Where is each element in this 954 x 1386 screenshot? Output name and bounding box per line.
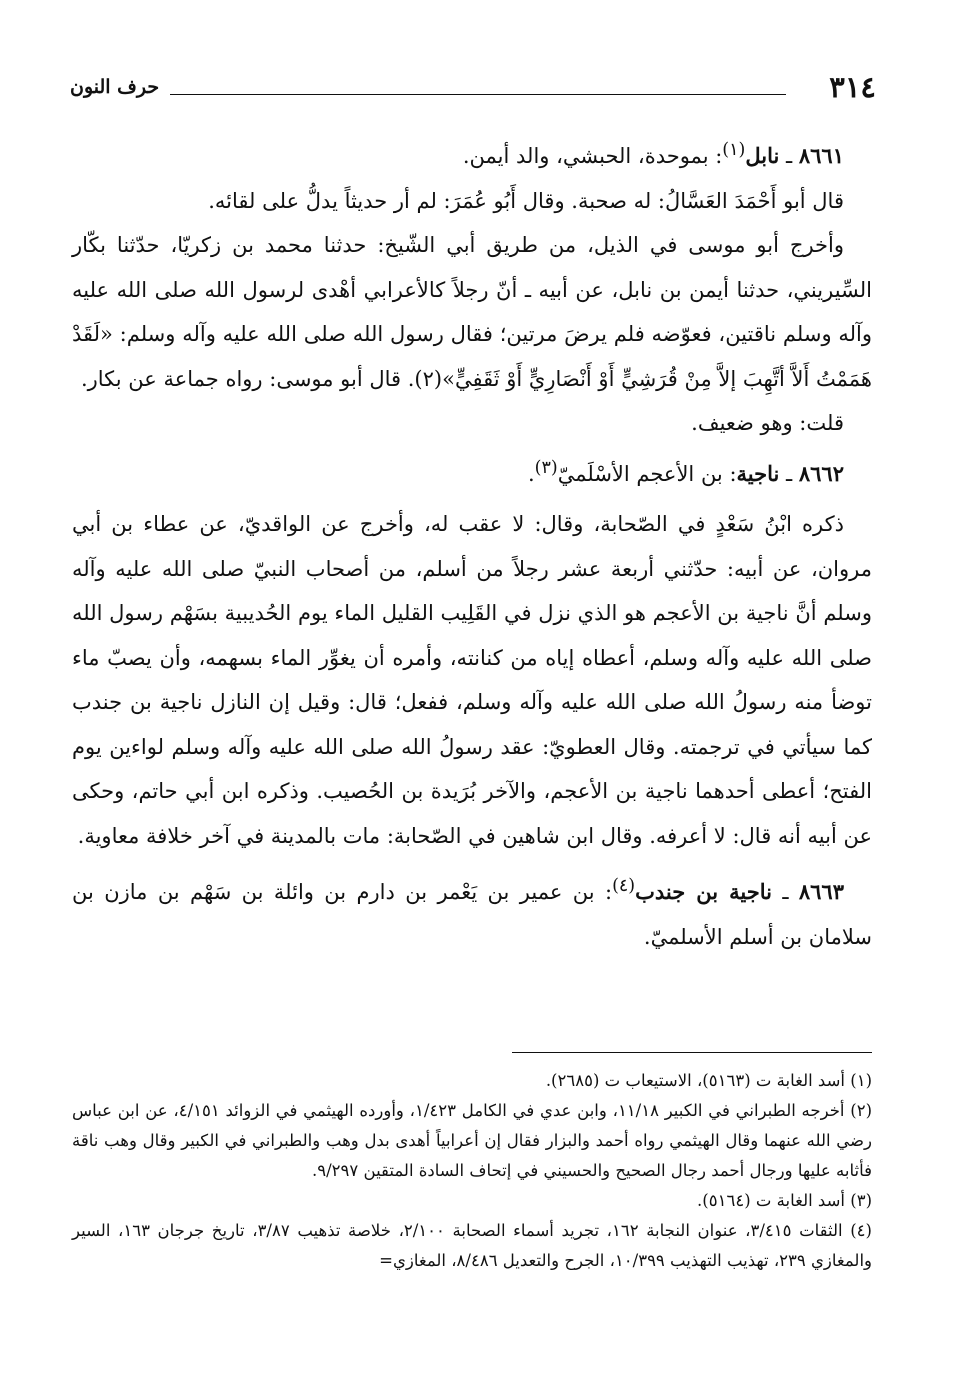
entry-number: ٨٦٦٣	[798, 879, 844, 904]
footnote-ref: (٤)	[612, 876, 636, 896]
footnotes	[72, 1066, 872, 1276]
page-header	[70, 70, 876, 106]
footnote-ref: (٣)	[534, 457, 558, 478]
entry-paragraph: قال أبو أَحْمَدَ العَسَّالُ: له صحبة. وقال أَبُو عُمَرَ: لم أر حديثاً يدلُّ على لقائه.	[208, 188, 844, 213]
entry-8662-heading: ٨٦٦٢ ـ ناجية: بن الأعجم الأسْلَميّ$^{(٣)}$.	[527, 457, 844, 486]
entry-paragraph: وأخرج أبو موسى في الذيل، من طريق أبي الشّيخ: حدثنا محمد بن زكريّا، حدّثنا بكّار السِّيريني، حدثنا أيمن بن نابل، عن أبيه ـ أنّ رجلاً كالأعرابي أهْدى لرسول الله صلى الله عليه وآله وسلم ناقتين، فعوّضه فلم يرضَ مرتين؛ فقال رسول الله صلى الله عليه وآله وسلم: «لَقَدْ هَمَمْتُ أَلاَّ أتَّهِبَ إلاَّ مِنْ قُرَشِيٍّ أَوْ أَنْصَارِيٍّ أَوْ ثَقَفِيٍّ»(٢). قال أبو موسى: رواه جماعة عن بكار.	[72, 233, 872, 391]
footnote-2: (٢) أخرجه الطبراني في الكبير ١١/١٨، وابن عدي في الكامل ١/٤٢٣، وأورده الهيثمي في الزوائد ٤/١٥١، عن ابن عباس رضي الله عنهما وقال الهيثمي رواه أحمد والبزار فقال إن أعرابياً أهدى بدل وهب والطبراني في الكبير وقال وهب ناقة فأثابه عليها ورجال أحمد رجال الصحيح والحسيني في إتحاف السادة المتقين ٩/٢٩٧.	[72, 1101, 872, 1180]
entry-name: ناجية	[736, 460, 780, 486]
header-rule	[170, 94, 786, 95]
footnote-1: (١) أسد الغابة ت (٥١٦٣)، الاستيعاب ت (٢٦٨٥).	[545, 1071, 872, 1090]
footnote-3: (٣) أسد الغابة ت (٥١٦٤).	[697, 1191, 872, 1210]
footnote-4: (٤) الثقات ٣/٤١٥، عنوان النجابة ١٦٢، تجريد أسماء الصحابة ٢/١٠٠، خلاصة تذهيب ٣/٨٧، تاريخ جرجان ١٦٣، السير والمغازي ٢٣٩، تهذيب التهذيب ١٠/٣٩٩، الجرح والتعديل ٨/٤٨٦، المغازي=	[72, 1221, 872, 1270]
entry-8661-heading: ٨٦٦١ ـ نابل$^{(١)}$: بموحدة، الحبشي، والد أيمن.	[462, 140, 844, 168]
footnote-ref: (١)	[722, 140, 746, 160]
entry-text: : بن الأعجم الأسْلَميّ	[557, 461, 737, 486]
entry-number: ٨٦٦٢	[798, 460, 844, 486]
entry-paragraph: قلت: وهو ضعيف.	[691, 411, 844, 435]
page-number: ٣١٤	[829, 70, 876, 104]
entry-paragraph: ذكره ابْنُ سَعْدٍ في الصّحابة، وقال: لا عقب له، وأخرج عن الواقديّ، عن عطاء بن أبي مروان، عن أبيه: حدّثني أربعة عشر رجلاً من أسلم، من أصحاب النبيّ صلى الله عليه وآله وسلم أنَّ ناجية بن الأعجم هو الذي نزل في القَلِيب القليل الماء يوم الحُديبية بسَهْم رسول الله صلى الله عليه وآله وسلم، أعطاه إياه من كنانته، وأمره أن يغوِّر الماء بسهمه، وأن يصبّ ماء توضأ منه رسولُ الله صلى الله عليه وآله وسلم، ففعل؛ قال: وقيل إن النازل ناجية بن جندب كما سيأتي في ترجمته. وقال العطويّ: عقد رسولُ الله صلى الله عليه وآله وسلم لواءين يوم الفتح؛ أعطى أحدهما ناجية بن الأعجم، والآخر بُرَيدة بن الحُصيب. وذكره ابن أبي حاتم، وحكى عن أبيه أنه قال: لا أعرفه. وقال ابن شاهين في الصّحابة: مات بالمدينة في آخر خلافة معاوية.	[72, 512, 872, 848]
entry-number: ٨٦٦١	[798, 143, 844, 168]
entry-text: : بن عمير بن يَعْمر بن دارم بن وائلة بن سَهْم بن مازن بن سلامان بن أسلم الأسلميّ.	[72, 880, 872, 949]
entry-8663-heading: ٨٦٦٣ ـ ناجية بن جندب$^{(٤)}$: بن عمير بن يَعْمر بن دارم بن وائلة بن سَهْم بن مازن بن سلامان بن أسلم الأسلميّ.	[72, 876, 872, 949]
running-title: حرف النون	[70, 76, 160, 98]
entry-name: نابل	[745, 143, 780, 168]
footnote-separator	[512, 1052, 872, 1053]
page-body	[72, 128, 872, 959]
entry-text: : بموحدة، الحبشي، والد أيمن.	[462, 144, 723, 168]
entry-name: ناجية بن جندب	[635, 879, 772, 904]
